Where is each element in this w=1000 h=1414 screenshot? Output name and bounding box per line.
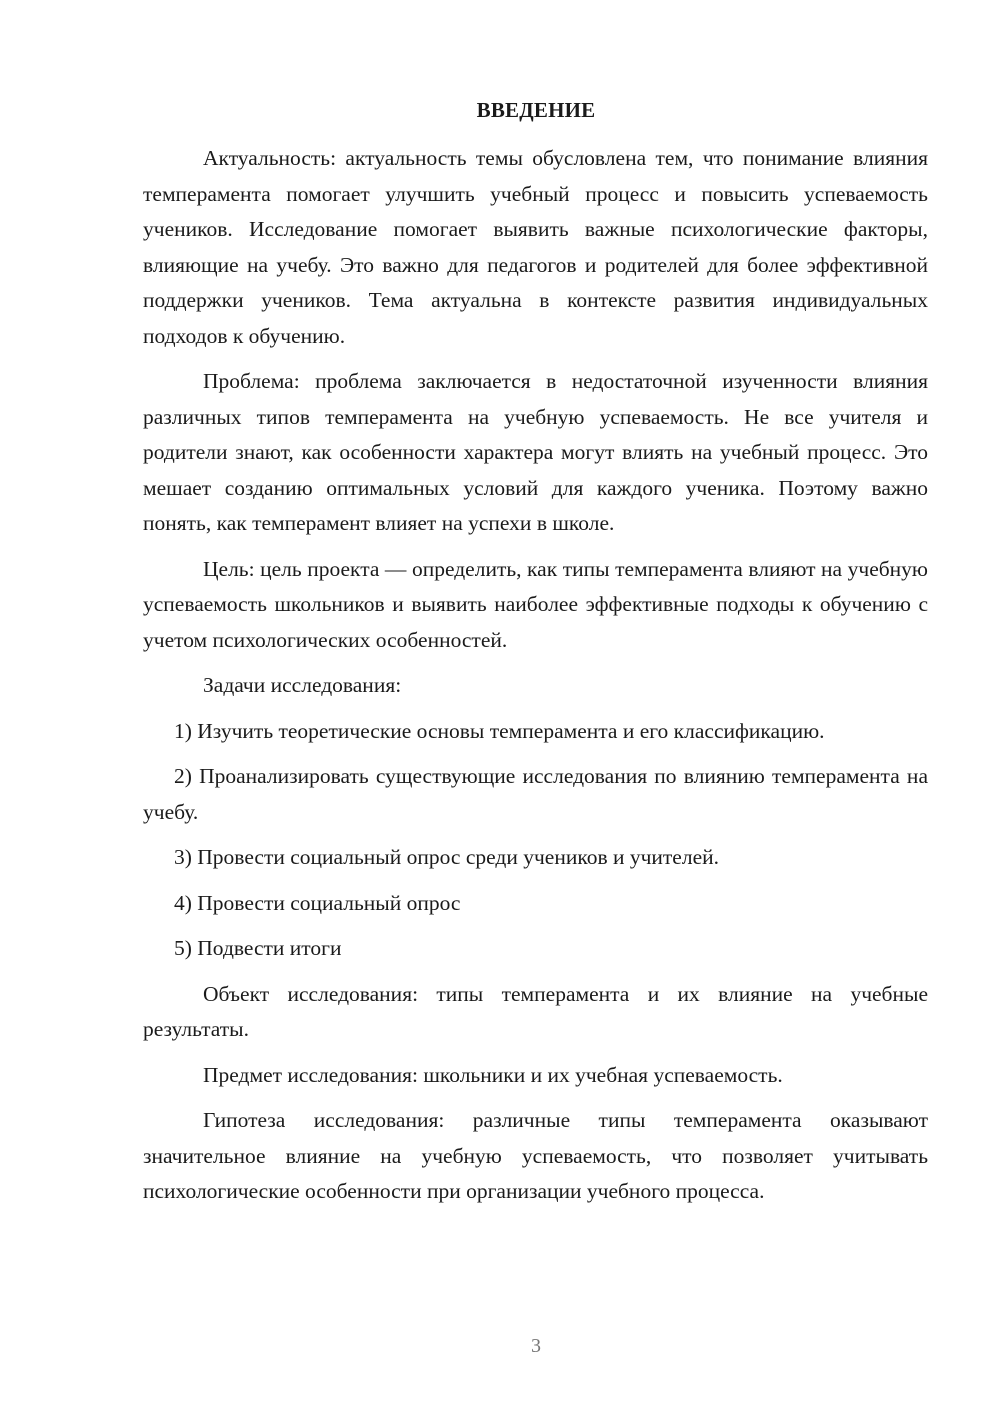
task-item-2: 2) Проанализировать существующие исследования по влиянию темперамента на учебу. <box>143 764 928 824</box>
paragraph-object: Объект исследования: типы темперамента и их влияние на учебные результаты. <box>143 981 928 1041</box>
task-item-5: 5) Подвести итоги <box>174 936 342 960</box>
task-item-3: 3) Провести социальный опрос среди учеников и учителей. <box>174 845 720 869</box>
task-item-1: 1) Изучить теоретические основы темперамента и его классификацию. <box>174 718 825 743</box>
body-text <box>143 141 928 1220</box>
paragraph-problem: Проблема: проблема заключается в недостаточной изученности влияния различных типов темперамента на учебную успеваемость. Не все учителя и родители знают, как особенности характера могут влиять на учебный процесс. Это мешает созданию оптимальных условий для каждого ученика. Поэтому важно понять, как темперамент влияет на успехи в школе. <box>143 369 928 535</box>
paragraph-subject: Предмет исследования: школьники и их учебная успеваемость. <box>203 1062 783 1087</box>
page-number: 3 <box>531 1335 541 1357</box>
tasks-heading: Задачи исследования: <box>203 673 402 697</box>
paragraph-relevance: Актуальность: актуальность темы обусловлена тем, что понимание влияния темперамента помогает улучшить учебный процесс и повысить успеваемость учеников. Исследование помогает выявить важные психологические факторы, влияющие на учебу. Это важно для педагогов и родителей для более эффективной поддержки учеников. Тема актуальна в контексте развития индивидуальных подходов к обучению. <box>143 146 928 348</box>
page-title: ВВЕДЕНИЕ <box>476 98 596 122</box>
paragraph-hypothesis: Гипотеза исследования: различные типы темперамента оказывают значительное влияние на учебную успеваемость, что позволяет учитывать психологические особенности при организации учебного процесса. <box>143 1108 928 1203</box>
paragraph-goal: Цель: цель проекта — определить, как типы темперамента влияют на учебную успеваемость школьников и выявить наиболее эффективные подходы к обучению с учетом психологических особенностей. <box>143 556 928 652</box>
task-item-4: 4) Провести социальный опрос <box>174 890 461 915</box>
